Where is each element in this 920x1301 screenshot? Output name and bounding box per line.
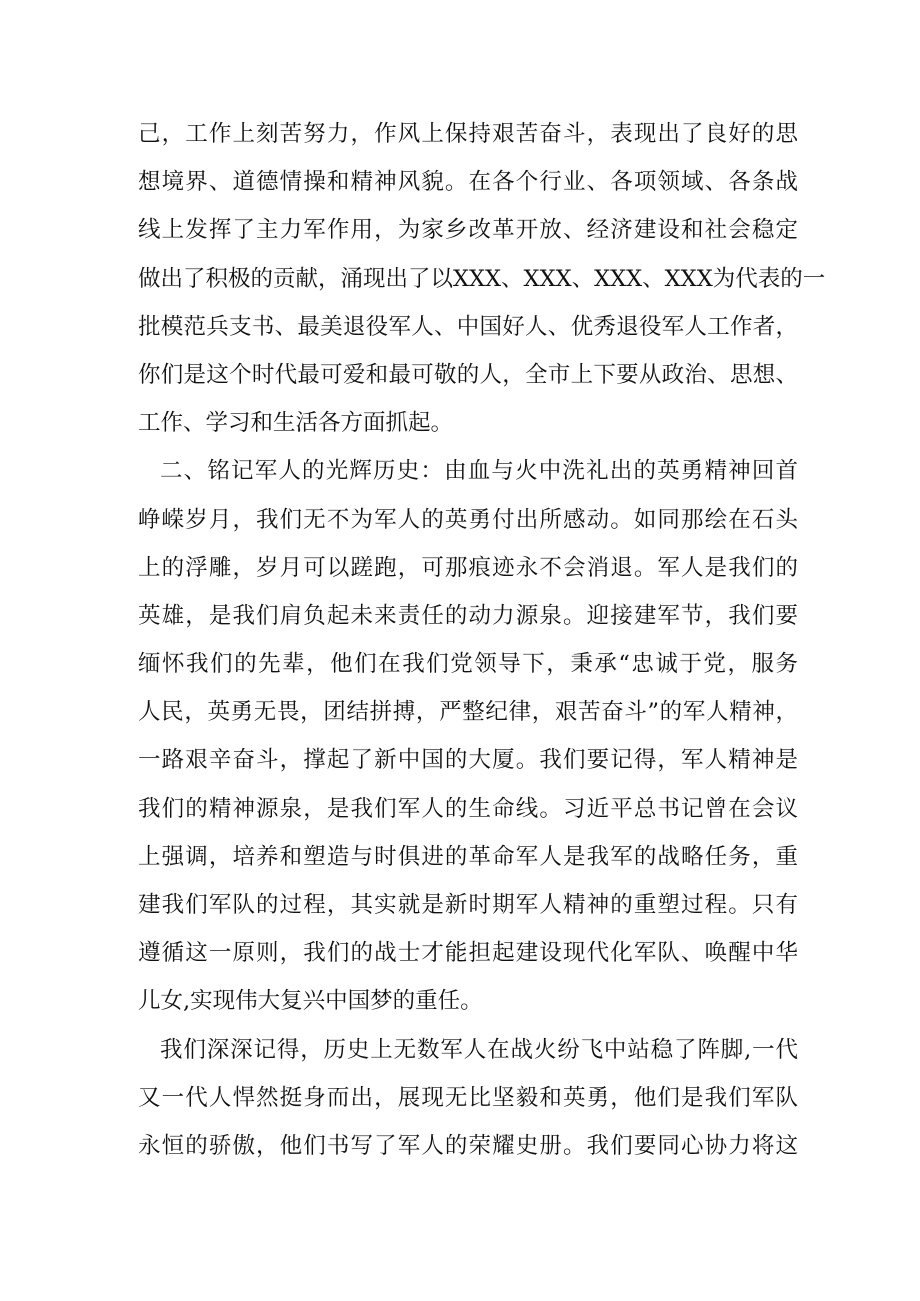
- text-line: 遵循这一原则，我们的战士才能担起建设现代化军队、唤醒中华: [138, 940, 798, 967]
- paragraph-start-line: 我们深深记得，历史上无数军人在战火纷飞中站稳了阵脚,一代: [160, 1036, 798, 1063]
- text-line: 英雄，是我们肩负起未来责任的动力源泉。迎接建军节，我们要: [138, 602, 798, 629]
- text-line: 上强调，培养和塑造与时俱进的革命军人是我军的战略任务，重: [138, 843, 798, 870]
- text-line: 永恒的骄傲，他们书写了军人的荣耀史册。我们要同心协力将这: [138, 1132, 798, 1159]
- text-line: 己，工作上刻苦努力，作风上保持艰苦奋斗，表现出了良好的思: [138, 121, 798, 147]
- text-line: 批模范兵支书、最美退役军人、中国好人、优秀退役军人工作者，: [138, 313, 798, 340]
- body-text: [138, 110, 826, 1170]
- text-line: 上的浮雕，岁月可以蹉跑，可那痕迹永不会消退。军人是我们的: [138, 554, 798, 581]
- text-line: 想境界、道德情操和精神风貌。在各个行业、各项领域、各条战: [138, 169, 798, 196]
- text-line: 工作、学习和生活各方面抓起。: [138, 410, 454, 437]
- text-line: 峥嵘岁月，我们无不为军人的英勇付出所感动。如同那绘在石头: [138, 506, 798, 533]
- text-line: 一路艰辛奋斗，撑起了新中国的大厦。我们要记得，军人精神是: [138, 747, 798, 774]
- text-line: 建我们军队的过程，其实就是新时期军人精神的重塑过程。只有: [138, 892, 798, 918]
- text-line: 做出了积极的贡献，涌现出了以XXX、XXX、XXX、XXX为代表的一: [138, 265, 826, 292]
- section-heading-line: 二、铭记军人的光辉历史：由血与火中洗礼出的英勇精神回首: [160, 458, 798, 485]
- text-line: 我们的精神源泉，是我们军人的生命线。习近平总书记曾在会议: [138, 795, 798, 822]
- text-line: 你们是这个时代最可爱和最可敬的人，全市上下要从政治、思想、: [138, 361, 798, 388]
- text-line: 儿女,实现伟大复兴中国梦的重任。: [138, 988, 483, 1015]
- text-line: 缅怀我们的先辈，他们在我们党领导下，秉承“忠诚于党，服务: [138, 651, 798, 678]
- text-line: 又一代人悍然挺身而出，展现无比坚毅和英勇，他们是我们军队: [138, 1084, 798, 1111]
- text-line: 线上发挥了主力军作用，为家乡改革开放、经济建设和社会稳定: [138, 217, 798, 244]
- text-line: 人民，英勇无畏，团结拼搏，严整纪律，艰苦奋斗”的军人精神，: [138, 699, 798, 726]
